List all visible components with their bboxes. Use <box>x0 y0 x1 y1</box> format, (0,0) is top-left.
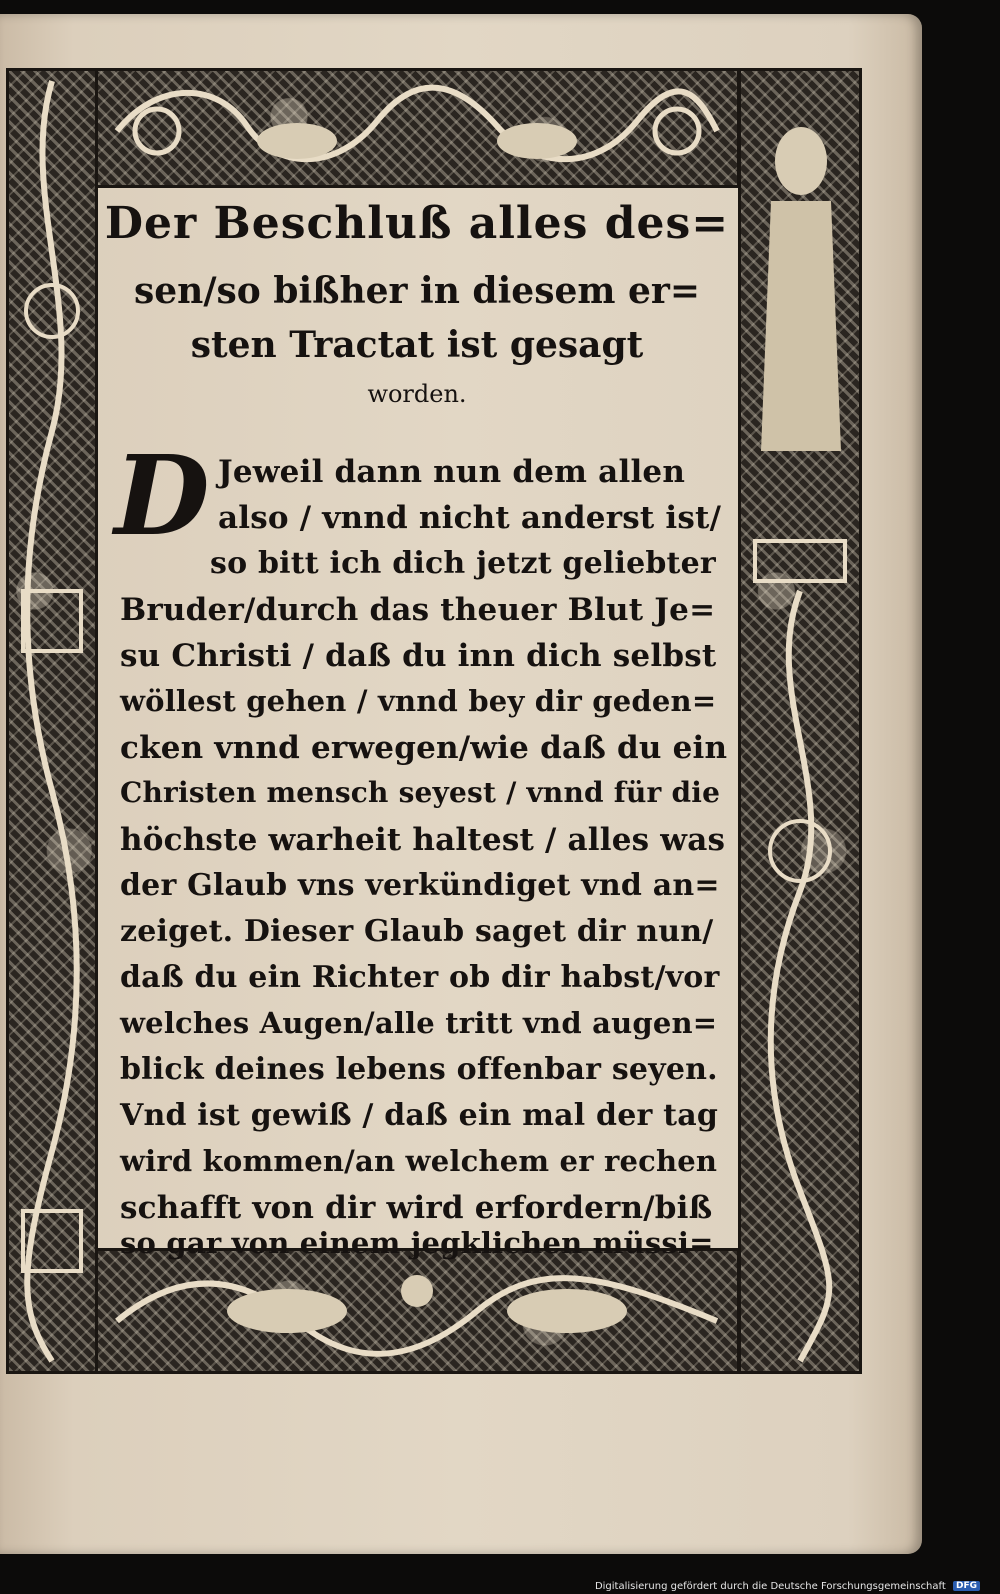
credit-text: Digitalisierung gefördert durch die Deutsche Forschungsgemeinschaft <box>594 1581 946 1592</box>
body-line: zeiget. Dieser Glaub saget dir nun/ <box>120 914 714 949</box>
book-page <box>0 14 922 1554</box>
body-line: Christen mensch seyest / vnnd für die <box>120 776 721 809</box>
body-line: blick deines lebens offenbar seyen. <box>120 1052 718 1087</box>
title-line-3: sten Tractat ist gesagt <box>190 324 644 366</box>
body-line: Vnd ist gewiß / daß ein mal der tag <box>120 1098 719 1133</box>
woodcut-border-bottom <box>94 1248 740 1374</box>
animals-ornament-icon <box>97 1251 737 1371</box>
body-line: so gar von einem jegklichen müssi= <box>120 1226 714 1260</box>
dfg-logo-icon: DFG <box>953 1581 980 1591</box>
title-line-1: Der Beschluß alles des= <box>104 198 730 249</box>
title-line-2: sen/so bißher in diesem er= <box>133 270 701 312</box>
body-line: wöllest gehen / vnnd bey dir geden= <box>120 684 717 718</box>
body-line: so bitt ich dich jetzt geliebter <box>210 546 716 581</box>
text-block <box>100 186 734 1260</box>
woodcut-border-right <box>738 68 862 1374</box>
body-line: also / vnnd nicht anderst ist/ <box>218 500 722 536</box>
title-line-4: worden. <box>367 380 467 408</box>
body-line: schafft von dir wird erfordern/biß <box>120 1190 713 1226</box>
body-line: daß du ein Richter ob dir habst/vor <box>120 960 720 995</box>
body-line: Bruder/durch das theuer Blut Je= <box>120 592 716 628</box>
body-line: welches Augen/alle tritt vnd augen= <box>120 1006 718 1040</box>
body-line: cken vnnd erwegen/wie daß du ein <box>120 730 728 766</box>
body-line: Jeweil dann nun dem allen <box>218 454 686 490</box>
scroll-ornament-icon <box>97 71 737 185</box>
column-ornament-icon <box>9 71 95 1371</box>
body-line: su Christi / daß du inn dich selbst <box>120 638 717 674</box>
body-line: höchste warheit haltest / alles was <box>120 822 726 858</box>
digitization-credit <box>595 1581 980 1592</box>
body-line: der Glaub vns verkündiget vnd an= <box>120 868 720 903</box>
woodcut-border-left <box>6 68 98 1374</box>
drop-cap: D <box>114 431 210 560</box>
figure-column-ornament-icon <box>741 71 859 1371</box>
body-line: wird kommen/an welchem er rechen <box>120 1144 718 1178</box>
woodcut-border-top <box>94 68 740 188</box>
